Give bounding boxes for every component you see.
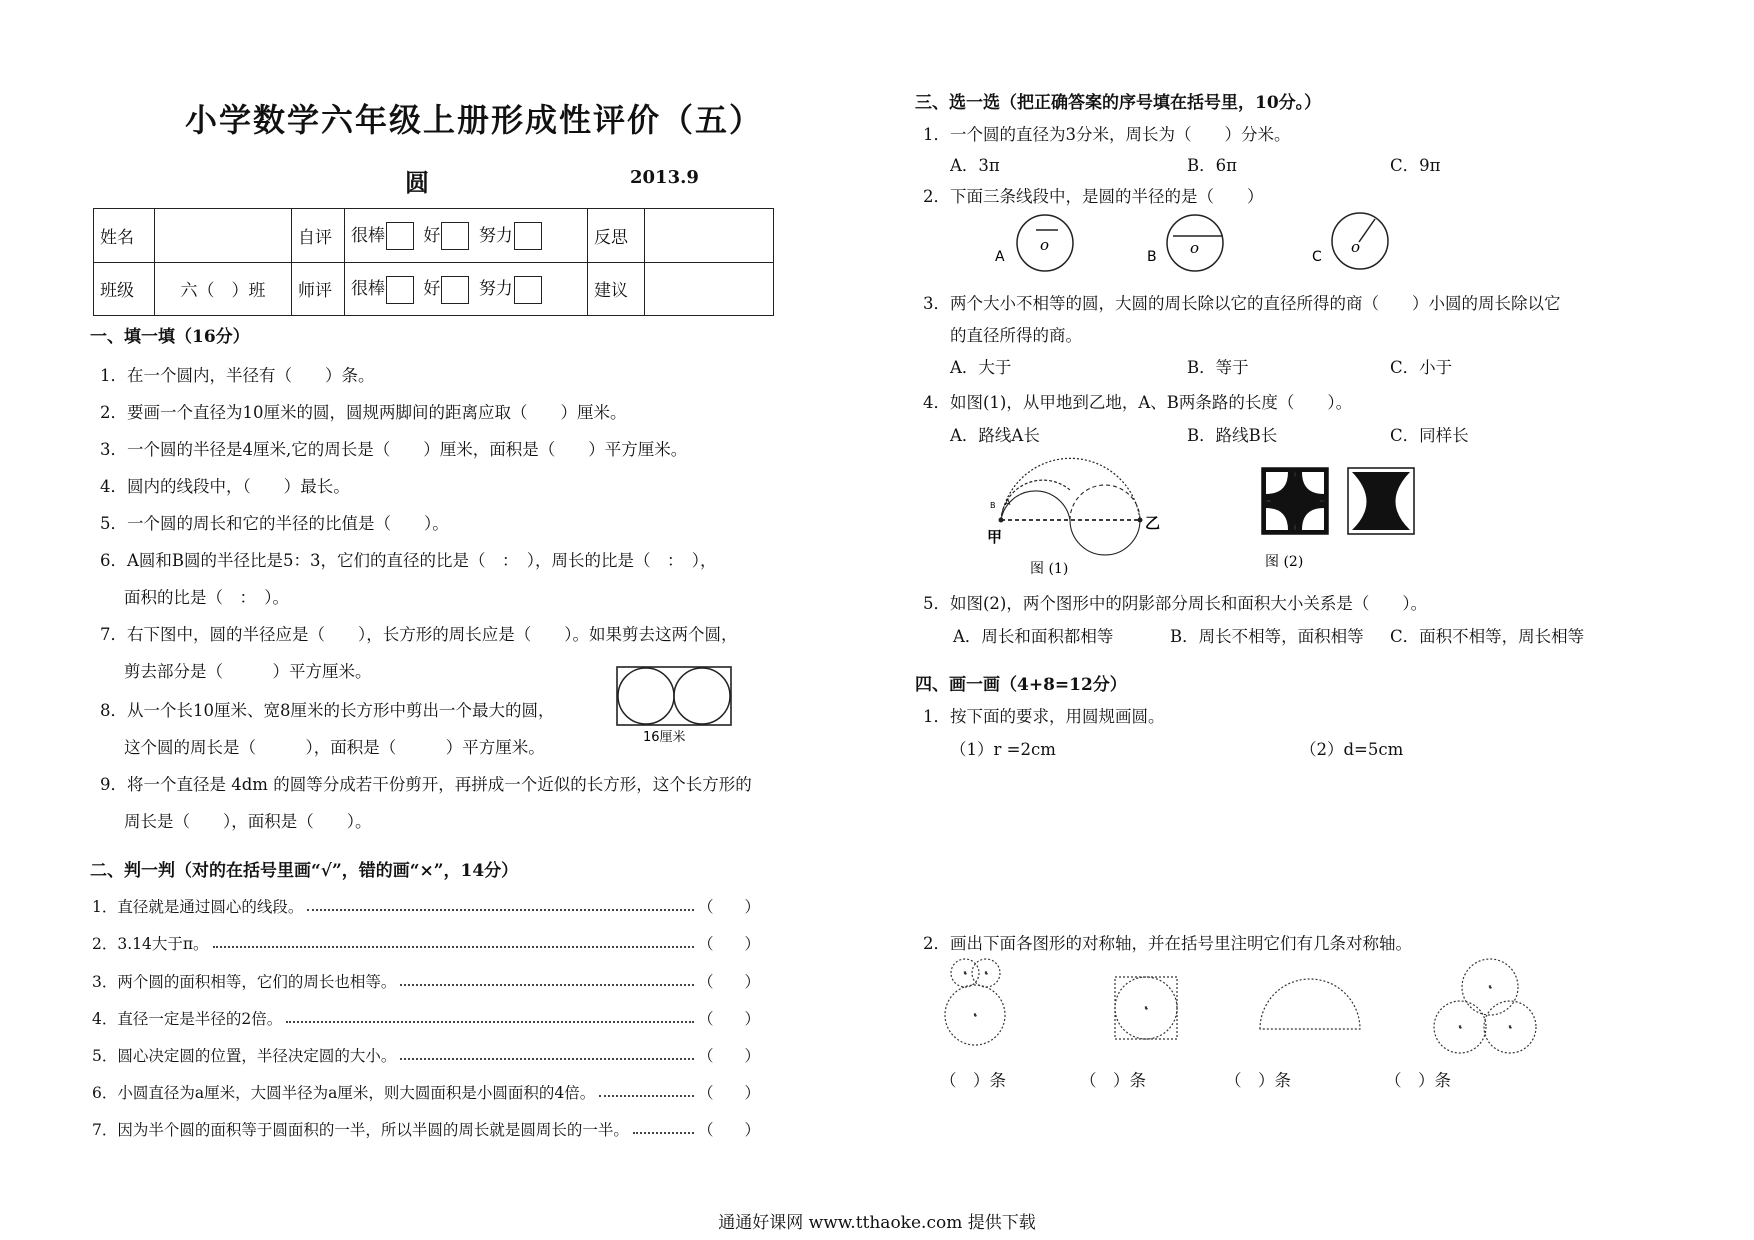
judge-item: [92, 895, 760, 917]
start-point-label: 甲: [987, 528, 1003, 546]
choose-question-2: 2．下面三条线段中，是圆的半径的是（ ）: [923, 187, 1264, 206]
route-b-label: B: [990, 501, 996, 510]
fill-question-4: 4．圆内的线段中，（ ）最长。: [100, 477, 350, 496]
fill-question-7-cont: 剪去部分是（ ）平方厘米。: [124, 662, 372, 681]
judge-item-text: 7．因为半个圆的面积等于圆面积的一半，所以半圆的周长就是圆周长的一半。: [92, 1121, 629, 1139]
judge-answer-bracket[interactable]: （ ）: [697, 935, 760, 953]
rating-great-label: 很棒: [351, 225, 385, 246]
section-judge-heading: 二、判一判（对的在括号里画“√”，错的画“×”，14分）: [90, 861, 519, 881]
symmetry-answer-1[interactable]: （ ）条: [940, 1071, 1006, 1090]
draw-question-1: 1．按下面的要求，用圆规画圆。: [923, 707, 1165, 726]
circle-a-label: A: [995, 249, 1005, 265]
dot-leader: [400, 1044, 694, 1060]
judge-item: [92, 1044, 760, 1066]
q3-option-c[interactable]: C．小于: [1390, 358, 1453, 377]
fill-question-6: 6．A圆和B圆的半径比是5：3，它们的直径的比是（ ： ），周长的比是（ ： ），: [100, 551, 717, 570]
teacher-eval-options: [345, 262, 588, 316]
info-row-class: [94, 262, 774, 316]
judge-item: [92, 970, 760, 992]
judge-item-text: 2．3.14大于π。: [92, 935, 209, 953]
reflection-field[interactable]: [645, 209, 774, 263]
circle-c-center-label: o: [1351, 238, 1361, 256]
section-fill-heading: 一、填一填（16分）: [90, 327, 250, 347]
choose-question-3: 3．两个大小不相等的圆，大圆的周长除以它的直径所得的商（ ）小圆的周长除以它: [923, 294, 1561, 313]
end-point-label: 乙: [1145, 514, 1161, 532]
symmetry-answer-2[interactable]: （ ）条: [1080, 1071, 1146, 1090]
shaded-figure-2: [1260, 466, 1460, 576]
judge-item-text: 6．小圆直径为a厘米，大圆半径为a厘米，则大圆面积是小圆面积的4倍。: [92, 1084, 596, 1102]
judge-item: [92, 1118, 760, 1140]
fill-question-9-cont: 周长是（ ），面积是（ ）。: [124, 812, 372, 831]
teacher-eval-label: 师评: [292, 262, 345, 316]
q5-option-c[interactable]: C．面积不相等，周长相等: [1390, 627, 1585, 646]
page-footer: 通通好课网 www.tthaoke.com 提供下载: [718, 1213, 1036, 1233]
fill-question-5: 5．一个圆的周长和它的半径的比值是（ ）。: [100, 514, 449, 533]
circle-a-center-label: o: [1040, 236, 1050, 254]
fill-question-6-cont: 面积的比是（ ： ）。: [124, 588, 289, 607]
fill-question-8-cont: 这个圆的周长是（ ），面积是（ ）平方厘米。: [124, 738, 545, 757]
info-row-name: [94, 209, 774, 263]
dot-leader: [599, 1081, 694, 1097]
symmetry-shape-semicircle: [1260, 979, 1360, 1029]
draw-task-b: （2）d=5cm: [1300, 740, 1404, 759]
rating-effort-label: 努力: [478, 225, 513, 246]
q4-option-b[interactable]: B．路线B长: [1187, 426, 1278, 445]
route-figure-1: [985, 450, 1165, 580]
rating-great-checkbox[interactable]: [386, 276, 414, 304]
dot-leader: [400, 970, 694, 986]
judge-answer-bracket[interactable]: （ ）: [697, 973, 760, 991]
judge-answer-bracket[interactable]: （ ）: [697, 1084, 760, 1102]
fill-question-7: 7．右下图中，圆的半径应是（ ），长方形的周长应是（ ）。如果剪去这两个圆，: [100, 625, 738, 644]
rating-great-checkbox[interactable]: [386, 222, 414, 250]
class-label: 班级: [94, 262, 155, 316]
q4-option-a[interactable]: A．路线A长: [950, 426, 1040, 445]
fill-question-3: 3．一个圆的半径是4厘米,它的周长是（ ）厘米，面积是（ ）平方厘米。: [100, 440, 688, 459]
radius-options-figure: [995, 205, 1395, 275]
dot-leader: [286, 1007, 694, 1023]
judge-item: [92, 1007, 760, 1029]
choose-question-1: 1．一个圆的直径为3分米，周长为（ ）分米。: [923, 125, 1291, 144]
rating-good-checkbox[interactable]: [441, 276, 469, 304]
rating-good-label: 好: [423, 225, 441, 246]
name-field[interactable]: [155, 209, 292, 263]
suggestion-label: 建议: [588, 262, 645, 316]
dot-leader: [307, 895, 694, 911]
reflection-label: 反思: [588, 209, 645, 263]
student-info-table: [93, 208, 774, 316]
page-title: 小学数学六年级上册形成性评价（五）: [185, 101, 764, 139]
dot-leader: [213, 932, 694, 948]
judge-answer-bracket[interactable]: （ ）: [697, 898, 760, 916]
figure-2-caption: 图 (2): [1265, 554, 1304, 570]
two-circles-rectangle-figure: [615, 665, 735, 750]
rating-good-checkbox[interactable]: [441, 222, 469, 250]
symmetry-shapes: [940, 955, 1560, 1065]
judge-answer-bracket[interactable]: （ ）: [697, 1121, 760, 1139]
q4-option-c[interactable]: C．同样长: [1390, 426, 1469, 445]
rating-effort-label: 努力: [478, 279, 513, 299]
circle-b-center-label: o: [1190, 239, 1200, 257]
symmetry-answer-3[interactable]: （ ）条: [1225, 1071, 1291, 1090]
symmetry-shape-three-circles: [1434, 959, 1536, 1053]
page-subtitle: 圆: [405, 168, 429, 197]
choose-question-4: 4．如图(1)，从甲地到乙地，A、B两条路的长度（ ）。: [923, 393, 1353, 412]
draw-task-a: （1）r =2cm: [950, 740, 1056, 759]
q5-option-a[interactable]: A．周长和面积都相等: [953, 627, 1114, 646]
page-date: 2013.9: [630, 167, 699, 188]
judge-answer-bracket[interactable]: （ ）: [697, 1010, 760, 1028]
symmetry-shape-circles: [945, 959, 1005, 1045]
draw-question-2: 2．画出下面各图形的对称轴，并在括号里注明它们有几条对称轴。: [923, 934, 1412, 953]
choose-question-5: 5．如图(2)，两个图形中的阴影部分周长和面积大小关系是（ ）。: [923, 594, 1428, 613]
q3-option-a[interactable]: A．大于: [950, 358, 1012, 377]
self-eval-label: 自评: [292, 209, 345, 263]
q3-option-b[interactable]: B．等于: [1187, 358, 1249, 377]
suggestion-field[interactable]: [645, 262, 774, 316]
circle-c-label: C: [1312, 249, 1322, 265]
q5-option-b[interactable]: B．周长不相等，面积相等: [1170, 627, 1364, 646]
figure-width-label: 16厘米: [643, 730, 686, 745]
q1-option-c[interactable]: C．9π: [1390, 156, 1441, 175]
judge-item-text: 5．圆心决定圆的位置，半径决定圆的大小。: [92, 1047, 397, 1065]
judge-item-text: 3．两个圆的面积相等，它们的周长也相等。: [92, 973, 397, 991]
judge-item-text: 4．直径一定是半径的2倍。: [92, 1010, 283, 1028]
judge-item: [92, 932, 760, 954]
judge-answer-bracket[interactable]: （ ）: [697, 1047, 760, 1065]
circle-b-label: B: [1147, 249, 1157, 265]
q1-option-a[interactable]: A．3π: [950, 156, 1000, 175]
route-a-label: A: [1005, 498, 1011, 507]
choose-question-3-cont: 的直径所得的商。: [950, 326, 1082, 345]
self-eval-options: [345, 209, 588, 263]
rating-effort-checkbox[interactable]: [514, 276, 542, 304]
fill-question-1: 1．在一个圆内，半径有（ ）条。: [100, 366, 375, 385]
dot-leader: [633, 1118, 694, 1134]
symmetry-answer-4[interactable]: （ ）条: [1385, 1071, 1451, 1090]
judge-item-text: 1．直径就是通过圆心的线段。: [92, 898, 304, 916]
symmetry-shape-square-circle: [1115, 977, 1177, 1039]
fill-question-8: 8．从一个长10厘米、宽8厘米的长方形中剪出一个最大的圆，: [100, 701, 555, 720]
q1-option-b[interactable]: B．6π: [1187, 156, 1237, 175]
fill-question-2: 2．要画一个直径为10厘米的圆，圆规两脚间的距离应取（ ）厘米。: [100, 403, 627, 422]
name-label: 姓名: [94, 209, 155, 263]
fill-question-9: 9．将一个直径是 4dm 的圆等分成若干份剪开，再拼成一个近似的长方形，这个长方形的: [100, 775, 752, 794]
section-draw-heading: 四、画一画（4+8=12分）: [915, 675, 1127, 695]
rating-great-label: 很棒: [351, 279, 385, 299]
rating-good-label: 好: [423, 279, 441, 299]
figure-1-caption: 图 (1): [1030, 561, 1069, 577]
class-field[interactable]: 六（ ）班: [155, 262, 292, 316]
section-choose-heading: 三、选一选（把正确答案的序号填在括号里，10分。）: [915, 93, 1322, 113]
judge-item: [92, 1081, 760, 1103]
rating-effort-checkbox[interactable]: [514, 222, 542, 250]
